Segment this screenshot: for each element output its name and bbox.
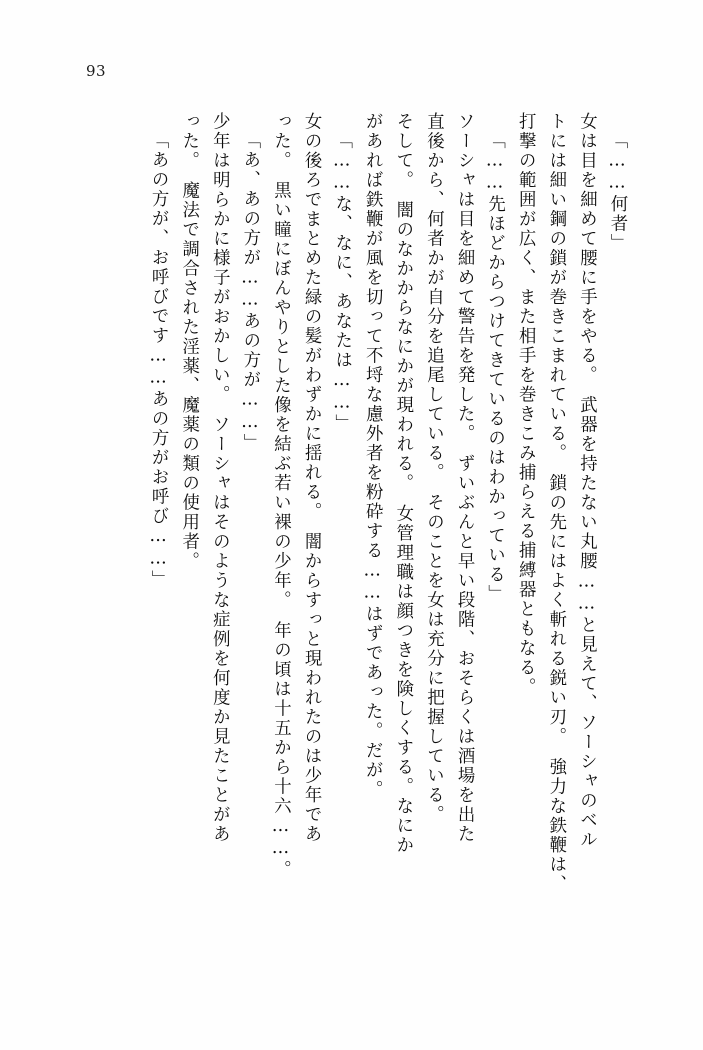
text-line: 直後から、何者かが自分を追尾している。 そのことを女は充分に把握している。: [423, 112, 444, 825]
text-line: ソーシャは目を細めて警告を発した。 ずいぶんと早い段階、おそらくは酒場を出た: [454, 112, 475, 845]
body-text-vertical: [65, 112, 625, 912]
text-line: 「あ、あの方が……あの方が……」: [239, 131, 260, 454]
text-line: った。 魔法で調合された淫薬、魔薬の類の使用者。: [178, 112, 199, 572]
text-line: 「……何者」: [607, 131, 627, 254]
text-line: 女の後ろでまとめた緑の髪がわずかに揺れる。 闇からすっと現われたのは少年であ: [301, 112, 322, 845]
text-line: 少年は明らかに様子がおかしい。 ソーシャはそのような症例を何度か見たことがあ: [209, 112, 230, 845]
text-line: 「……な、なに、あなたは……」: [331, 131, 352, 434]
text-line: 「あの方が、お呼びです……あの方がお呼び……」: [148, 131, 169, 590]
text-line: 打撃の範囲が広く、また相手を巻きこみ捕らえる捕縛器ともなる。: [515, 112, 536, 697]
text-line: 「……先ほどからつけてきているのはわかっている」: [484, 131, 505, 605]
text-line: があれば鉄鞭が風を切って不埒な慮外者を粉砕する……はずであった。だが。: [362, 112, 383, 800]
text-line: 女は目を細めて腰に手をやる。 武器を持たない丸腰……と見えて、ソーシャのベル: [576, 112, 597, 850]
text-line: った。 黒い瞳にぼんやりとした像を結ぶ若い裸の少年。 年の頃は十五から十六……。: [270, 112, 291, 880]
text-line: そして。 闇のなかからなにかが現われる。 女管理職は顔つきを険しくする。なにか: [392, 112, 413, 856]
text-line: トには細い鋼の鎖が巻きこまれている。 鎖の先にはよく斬れる鋭い刃。 強力な鉄鞭は、: [545, 112, 566, 895]
page-number: 93: [86, 62, 107, 80]
